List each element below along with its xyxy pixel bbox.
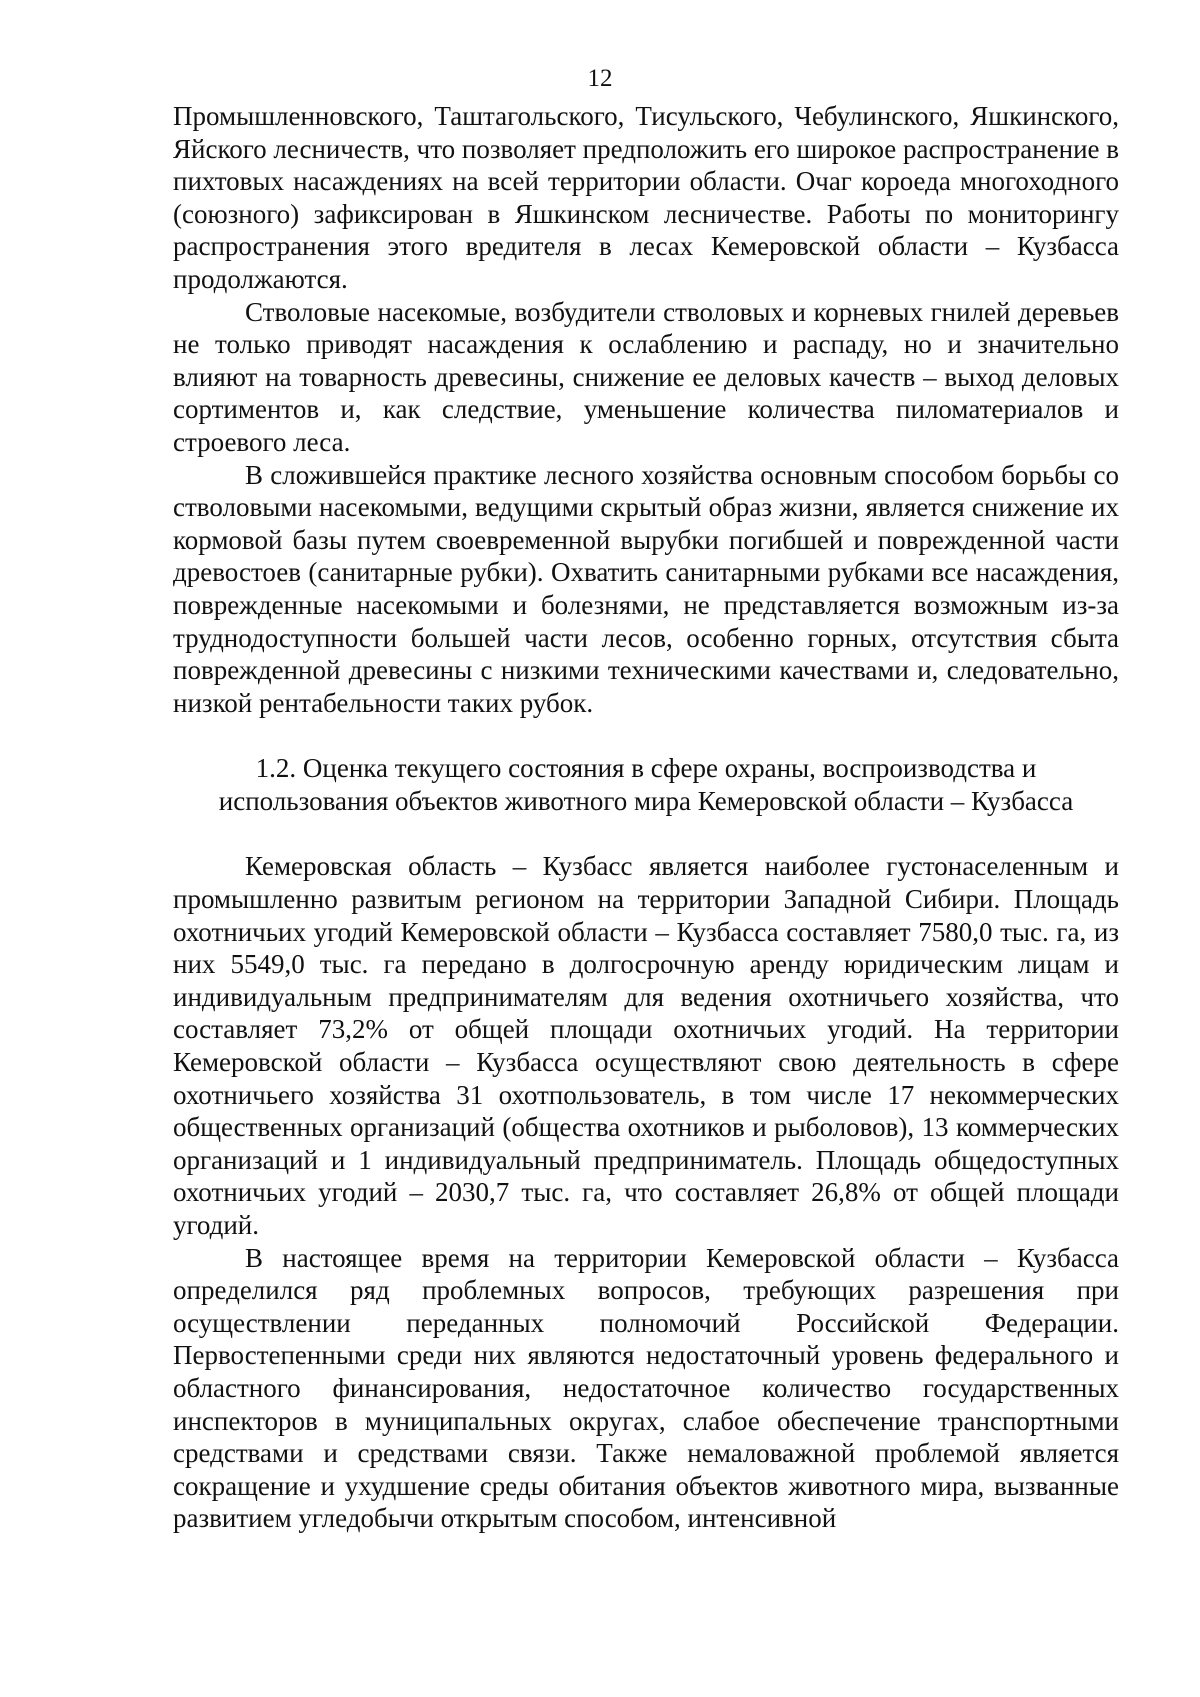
paragraph-forest-districts: Промышленновского, Таштагольского, Тисульского, Чебулинского, Яшкинского, Яйского лесничеств, что позволяет предположить его широкое распространение в пихтовых насаждениях на всей территории области. Очаг короеда многоходного (союзного) зафиксирован в Яшкинском лесничестве. Работы по мониторингу распространения этого вредителя в лесах Кемеровской области – Кузбасса продолжаются. <box>173 101 1120 294</box>
paragraph-stem-insects: Стволовые насекомые, возбудители стволовых и корневых гнилей деревьев не только приводят насаждения к ослаблению и распаду, но и значительно влияют на товарность древесины, снижение ее деловых качеств – выход деловых сортиментов и, как следствие, уменьшение количества пиломатериалов и строевого леса. <box>173 296 1119 457</box>
section-heading <box>173 752 1119 817</box>
section-heading-line-2: использования объектов животного мира Кемеровской области – Кузбасса <box>218 785 1074 816</box>
paragraph-hunting-grounds: Кемеровская область – Кузбасс является наиболее густонаселенным и промышленно развитым регионом на территории Западной Сибири. Площадь охотничьих угодий Кемеровской области – Кузбасса составляет 7580,0 тыс. га, из них 5549,0 тыс. га передано в долгосрочную аренду юридическим лицам и индивидуальным предпринимателям для ведения охотничьего хозяйства, что составляет 73,2% от общей площади охотничьих угодий. На территории Кемеровской области – Кузбасса осуществляют свою деятельность в сфере охотничьего хозяйства 31 охотпользователь, в том числе 17 некоммерческих общественных организаций (общества охотников и рыболовов), 13 коммерческих организаций и 1 индивидуальный предприниматель. Площадь общедоступных охотничьих угодий – 2030,7 тыс. га, что составляет 26,8% от общей площади угодий. <box>173 851 1119 1240</box>
page-number: 12 <box>587 65 613 92</box>
section-heading-line-1: 1.2. Оценка текущего состояния в сфере охраны, воспроизводства и <box>255 753 1037 784</box>
document-body <box>173 100 1119 1535</box>
paragraph-problems: В настоящее время на территории Кемеровской области – Кузбасса определился ряд проблемных вопросов, требующих разрешения при осуществлении переданных полномочий Российской Федерации. Первостепенными среди них являются недостаточный уровень федерального и областного финансирования, недостаточное количество государственных инспекторов в муниципальных округах, слабое обеспечение транспортными средствами и средствами связи. Также немаловажной проблемой является сокращение и ухудшение среды обитания объектов животного мира, вызванные развитием угледобычи открытым способом, интенсивной <box>173 1242 1119 1534</box>
paragraph-sanitary-cutting: В сложившейся практике лесного хозяйства основным способом борьбы со стволовыми насекомыми, ведущими скрытый образ жизни, является снижение их кормовой базы путем своевременной вырубки погибшей и поврежденной части древостоев (санитарные рубки). Охватить санитарными рубками все насаждения, поврежденные насекомыми и болезнями, не представляется возможным из-за труднодоступности большей части лесов, особенно горных, отсутствия сбыта поврежденной древесины с низкими техническими качествами и, следовательно, низкой рентабельности таких рубок. <box>173 459 1119 718</box>
